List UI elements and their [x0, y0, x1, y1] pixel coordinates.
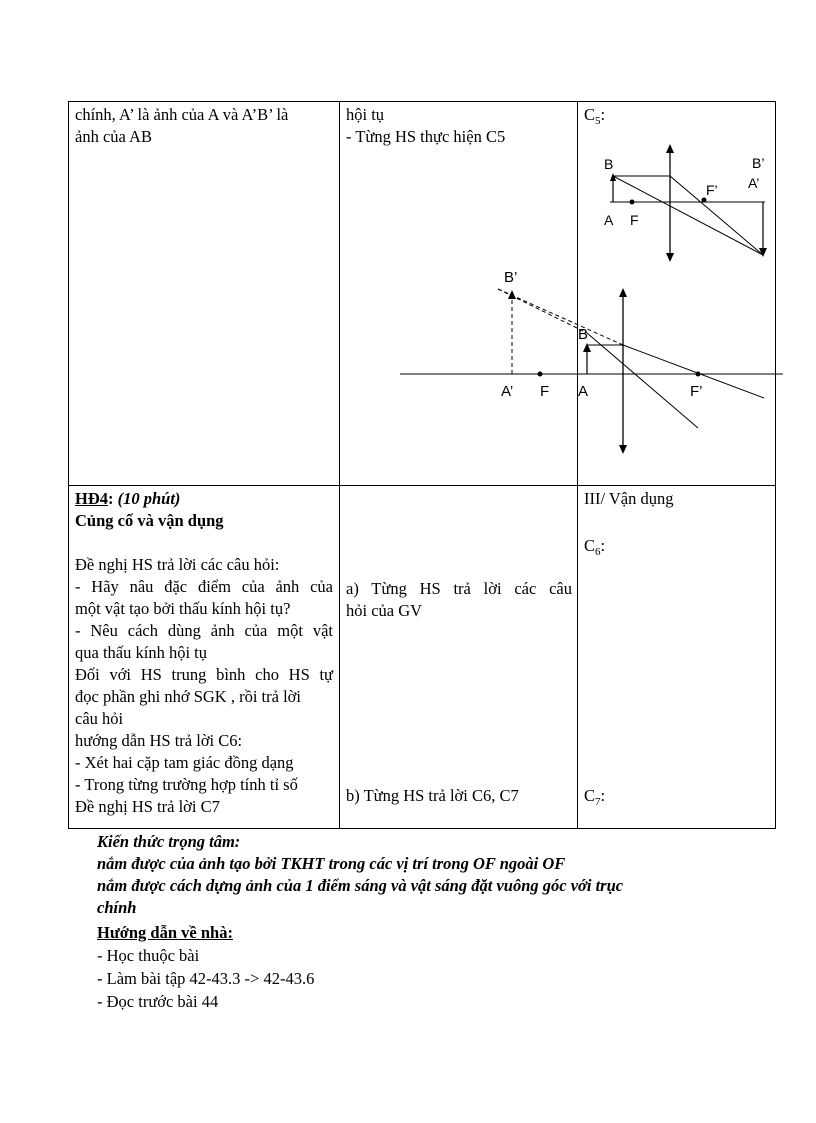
homework-item: - Làm bài tập 42-43.3 -> 42-43.6	[97, 969, 315, 988]
row1-col2	[346, 104, 572, 148]
diagram1-label-Bp: B’	[752, 155, 765, 171]
diagram1-label-Ap: A’	[748, 175, 760, 191]
focus-line: nắm được cách dựng ảnh của 1 điểm sáng và vật sáng đặt vuông góc với trục	[97, 876, 624, 895]
activity-time: (10 phút)	[117, 489, 181, 508]
row2-col1-line: Đối với HS trung bình cho HS tự	[75, 665, 333, 684]
table-border-top	[68, 101, 776, 102]
row2-col1-line: - Xét hai cặp tam giác đồng dạng	[75, 753, 294, 772]
diagram2-label-F: F	[540, 383, 550, 400]
row2-col2-b	[346, 785, 572, 807]
row1-col1-line: chính, A’ là ảnh của A và A’B’ là	[75, 105, 289, 124]
row1-col1	[75, 104, 333, 148]
diagram2-label-Fp: F’	[690, 383, 703, 400]
row2-col1	[75, 488, 333, 818]
row2-col2-line: a) Từng HS trả lời các câu	[346, 579, 572, 598]
row2-col1-line: - Trong từng trường hợp tính tỉ số	[75, 775, 298, 794]
row2-col1-line: một vật tạo bởi thấu kính hội tụ?	[75, 599, 291, 618]
row2-col1-line: hướng dẫn HS trả lời C6:	[75, 731, 243, 750]
diagram2-label-B: B	[578, 326, 589, 343]
diagram2-label-Bp: B’	[504, 269, 518, 286]
c6-label: $C_6$:	[584, 536, 606, 558]
row2-col2-a	[346, 578, 572, 622]
table-border-middle	[68, 485, 776, 486]
activity-heading: HĐ4: (10 phút)	[75, 489, 181, 508]
row1-col1-line: ảnh của AB	[75, 127, 152, 146]
table-divider-2	[577, 101, 578, 829]
c7-label: $C_7$:	[584, 786, 606, 808]
row2-col2-line: hỏi của GV	[346, 601, 423, 620]
diagram1-label-Fp: F’	[706, 182, 718, 198]
diagram2-label-Ap: A’	[501, 383, 514, 400]
diagram1-label-F: F	[630, 212, 639, 228]
row2-col1-line: - Nêu cách dùng ảnh của một vật	[75, 621, 333, 640]
row2-col1-line: Đề nghị HS trả lời C7	[75, 797, 220, 816]
diagram1-label-B: B	[604, 156, 614, 172]
focus-section	[97, 831, 777, 919]
lens-diagram-small	[580, 140, 780, 270]
table-border-left	[68, 101, 69, 829]
section-title: III/ Vận dụng	[584, 489, 674, 508]
c5-label: $C_5$:	[584, 105, 606, 127]
row2-col2-line: b) Từng HS trả lời C6, C7	[346, 786, 519, 805]
homework-item: - Đọc trước bài 44	[97, 992, 219, 1011]
table-divider-1	[339, 101, 340, 829]
row1-col2-line: - Từng HS thực hiện C5	[346, 127, 506, 146]
focus-title: Kiến thức trọng tâm:	[97, 832, 241, 851]
row2-col1-line: - Hãy nâu đặc điểm của ảnh của	[75, 577, 333, 596]
row2-col1-line: câu hỏi	[75, 709, 124, 728]
diagram2-label-A: A	[578, 383, 589, 400]
focus-line: chính	[97, 898, 137, 917]
row2-col3	[584, 488, 770, 510]
row1-col2-line: hội tụ	[346, 105, 385, 124]
row2-col1-line: qua thấu kính hội tụ	[75, 643, 207, 662]
homework-item: - Học thuộc bài	[97, 946, 200, 965]
diagram1-label-A: A	[604, 212, 614, 228]
row2-col1-line: đọc phần ghi nhớ SGK , rồi trả lời	[75, 687, 301, 706]
focus-line: nắm được của ảnh tạo bởi TKHT trong các vị trí trong OF ngoài OF	[97, 854, 566, 873]
lens-diagram-large	[398, 265, 784, 460]
row2-col1-line: Đề nghị HS trả lời các câu hỏi:	[75, 555, 280, 574]
homework-title: Hướng dẫn về nhà:	[97, 923, 233, 942]
activity-label: HĐ4	[75, 489, 108, 508]
table-border-bottom	[68, 828, 776, 829]
homework-section	[97, 921, 697, 1013]
activity-title: Củng cố và vận dụng	[75, 511, 224, 530]
